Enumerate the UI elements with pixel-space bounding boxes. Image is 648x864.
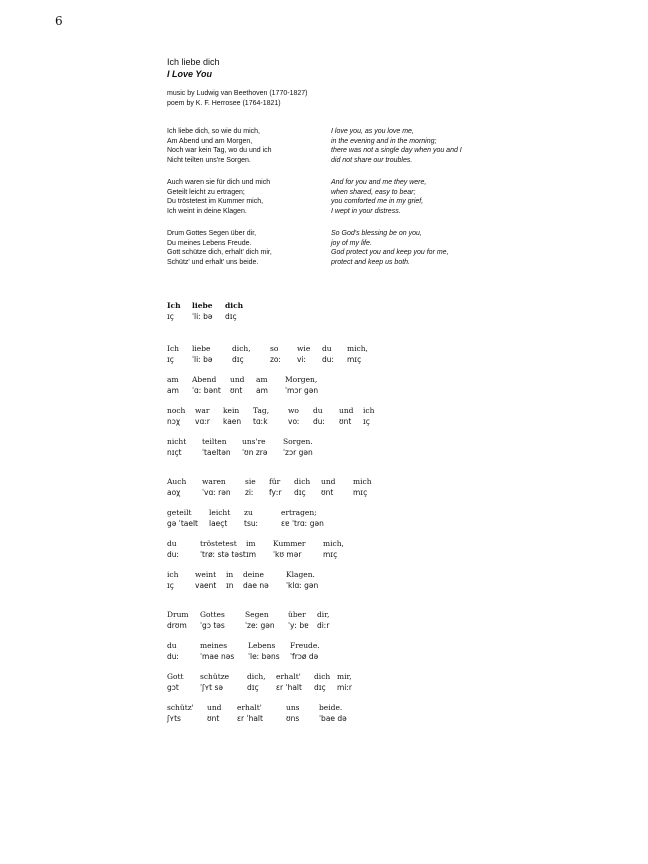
german-word-row	[167, 672, 497, 683]
poem-line: So God's blessing be on you,	[331, 230, 422, 237]
ipa-word: nɔχ	[167, 417, 181, 426]
ipa-word: zoː	[270, 355, 282, 364]
german-word: schütze	[200, 672, 230, 681]
ipa-word: gɔt	[167, 683, 179, 692]
german-word: du	[167, 539, 177, 548]
german-word-row	[167, 641, 497, 652]
poem-line: Schütz' und erhalt' uns beide.	[167, 258, 259, 266]
ipa-word: dɪç	[232, 355, 244, 364]
german-word: beide.	[319, 703, 343, 712]
german-word: in	[226, 570, 234, 579]
german-word: uns're	[242, 437, 266, 446]
german-word: weint	[195, 570, 217, 579]
german-word: teilten	[202, 437, 227, 446]
ipa-word: laeçt	[209, 519, 228, 528]
ipa-word: duː	[313, 417, 326, 426]
ipa-word: ɛɐ ˈtrɑː gən	[281, 519, 324, 528]
poem-german	[167, 127, 327, 280]
german-word: dich	[294, 477, 311, 486]
german-word: dir,	[317, 610, 330, 619]
ipa-word: ˈzeː gən	[245, 621, 275, 630]
poem-line: did not share our troubles.	[331, 156, 413, 164]
german-word: Lebens	[248, 641, 276, 650]
ipa-row	[167, 621, 497, 632]
ipa-word: mɪç	[323, 550, 338, 559]
ipa-word: ɪm	[246, 550, 257, 559]
poem-line: Geteilt leicht zu ertragen;	[167, 188, 245, 196]
ipa-word: am	[256, 386, 268, 395]
german-word: waren	[202, 477, 226, 486]
ipa-word: ziː	[245, 488, 254, 497]
german-word: und	[321, 477, 336, 486]
german-word: mir,	[337, 672, 352, 681]
poem-line: I love you, as you love me,	[331, 128, 414, 135]
transliteration-line-13	[167, 703, 497, 725]
stanza-english-2	[331, 178, 501, 216]
german-word: Segen	[245, 610, 269, 619]
german-word: sie	[245, 477, 256, 486]
poem-line: And for you and me they were,	[331, 179, 427, 186]
german-word: schütz'	[167, 703, 194, 712]
poem-line: Du meines Lebens Freude.	[167, 239, 252, 247]
german-word: zu	[244, 508, 253, 517]
transliteration-line-6	[167, 477, 497, 499]
ipa-row	[167, 683, 497, 694]
german-word: Gottes	[200, 610, 225, 619]
ipa-word: dɪç	[225, 312, 237, 321]
german-word: deine	[243, 570, 264, 579]
poem-line: Nicht teilten uns're Sorgen.	[167, 156, 251, 164]
ipa-word: ɪn	[226, 581, 234, 590]
german-word: erhalt'	[276, 672, 301, 681]
german-word: erhalt'	[237, 703, 262, 712]
german-word: meines	[200, 641, 228, 650]
german-word: und	[230, 375, 245, 384]
ipa-row	[167, 519, 497, 530]
poem-line: protect and keep us both.	[331, 258, 410, 266]
ipa-word: ʊnt	[339, 417, 352, 426]
german-word: mich,	[323, 539, 344, 548]
ipa-word: ɛr ˈhalt	[237, 714, 263, 723]
ipa-word: ʊnt	[207, 714, 220, 723]
ipa-word: ˈvɑː rən	[202, 488, 231, 497]
ipa-word: ˈʊn zrə	[242, 448, 268, 457]
german-word: liebe	[192, 344, 211, 353]
ipa-word: dae nə	[243, 581, 269, 590]
transliteration-line-11	[167, 641, 497, 663]
german-word: kein	[223, 406, 240, 415]
poem-line: I wept in your distress.	[331, 207, 401, 215]
german-word: ich	[363, 406, 375, 415]
german-word: du	[322, 344, 332, 353]
ipa-word: ˈklɑː gən	[286, 581, 319, 590]
german-word-row	[167, 703, 497, 714]
ipa-word: ˈɑː bənt	[192, 386, 221, 395]
poem-english	[331, 127, 501, 280]
ipa-row	[167, 417, 497, 428]
german-word: du	[167, 641, 177, 650]
german-word: Drum	[167, 610, 189, 619]
ipa-word: ˈʃʏt sə	[200, 683, 224, 692]
ipa-word: ˈliː bə	[192, 355, 213, 364]
ipa-word: dɪç	[294, 488, 306, 497]
ipa-word: tsuː	[244, 519, 259, 528]
ipa-word: ˈgɔ təs	[200, 621, 225, 630]
ipa-row	[167, 714, 497, 725]
stanza-english-3	[331, 229, 501, 267]
german-word: dich,	[232, 344, 251, 353]
credit-music: music by Ludwig van Beethoven (1770-1827)	[167, 90, 308, 97]
german-word-row	[167, 344, 497, 355]
ipa-word: ɪç	[167, 312, 174, 321]
german-word: liebe	[192, 301, 213, 310]
german-word-row	[167, 610, 497, 621]
ipa-word: drʊm	[167, 621, 187, 630]
ipa-word: vɑːr	[195, 417, 210, 426]
ipa-word: nɪçt	[167, 448, 182, 457]
ipa-word: ɪç	[167, 581, 174, 590]
ipa-word: ʊns	[286, 714, 300, 723]
ipa-word: am	[167, 386, 179, 395]
german-word: und	[207, 703, 222, 712]
ipa-row	[167, 652, 497, 663]
ipa-word: duː	[167, 652, 180, 661]
transliteration-line-12	[167, 672, 497, 694]
ipa-row	[167, 448, 497, 459]
german-word-row	[167, 301, 497, 312]
german-word: Freude.	[290, 641, 320, 650]
german-word: am	[256, 375, 268, 384]
german-word: ertragen;	[281, 508, 317, 517]
german-word: im	[246, 539, 256, 548]
ipa-word: ˈliː bə	[192, 312, 213, 321]
song-title-block	[167, 56, 220, 80]
german-word: ich	[167, 570, 179, 579]
poem-line: God protect you and keep you for me,	[331, 249, 449, 256]
stanza-german-3	[167, 229, 327, 267]
german-word-row	[167, 539, 497, 550]
ipa-word: fyːr	[269, 488, 282, 497]
poem-line: Drum Gottes Segen über dir,	[167, 230, 257, 237]
ipa-word: duː	[167, 550, 180, 559]
ipa-word: kaen	[223, 417, 242, 426]
german-word: Abend	[192, 375, 217, 384]
ipa-word: dɪç	[247, 683, 259, 692]
german-word: über	[288, 610, 306, 619]
poem-line: Gott schütze dich, erhalt' dich mir,	[167, 249, 272, 256]
poem-line: Am Abend und am Morgen,	[167, 137, 253, 145]
stanza-german-2	[167, 178, 327, 216]
german-word: Auch	[167, 477, 187, 486]
poem-line: when shared, easy to bear;	[331, 188, 416, 196]
german-word: Ich	[167, 344, 179, 353]
ipa-word: ˈmɔr gən	[285, 386, 319, 395]
poem-line: Noch war kein Tag, wo du und ich	[167, 147, 272, 154]
ipa-word: ˈleː bəns	[248, 652, 280, 661]
ipa-row	[167, 386, 497, 397]
ipa-word: ˈbae də	[319, 714, 347, 723]
german-word: nicht	[167, 437, 187, 446]
transliteration-line-7	[167, 508, 497, 530]
ipa-word: ɪç	[363, 417, 370, 426]
german-word: du	[313, 406, 323, 415]
german-word: noch	[167, 406, 186, 415]
ipa-word: mɪç	[353, 488, 368, 497]
german-word: am	[167, 375, 179, 384]
ipa-word: ˈkʊ mər	[273, 550, 302, 559]
ipa-row	[167, 355, 497, 366]
german-word: wo	[288, 406, 299, 415]
credits	[167, 89, 307, 108]
ipa-word: dɪç	[314, 683, 326, 692]
ipa-word: ˈzɔr gən	[283, 448, 313, 457]
ipa-word: ˈtrøː stə təst	[200, 550, 246, 559]
german-word: Morgen,	[285, 375, 318, 384]
german-word: mich,	[347, 344, 368, 353]
german-word: Klagen.	[286, 570, 315, 579]
german-word-row	[167, 508, 497, 519]
page-number: 6	[55, 14, 63, 28]
german-word: Ich	[167, 301, 181, 310]
transliteration-line-5	[167, 437, 497, 459]
ipa-word: diːr	[317, 621, 330, 630]
credit-poem: poem by K. F. Herrosee (1764-1821)	[167, 99, 281, 107]
german-word: Sorgen.	[283, 437, 313, 446]
poem-line: Ich weint in deine Klagen.	[167, 207, 247, 215]
ipa-word: miːr	[337, 683, 352, 692]
german-word-row	[167, 437, 497, 448]
transliteration-line-10	[167, 610, 497, 632]
stanza-german-1	[167, 127, 327, 165]
ipa-word: gə ˈtaelt	[167, 519, 198, 528]
german-word: dich	[225, 301, 244, 310]
german-word: und	[339, 406, 354, 415]
poem-line: you comforted me in my grief,	[331, 198, 424, 205]
german-word: war	[195, 406, 210, 415]
song-title-english: I Love You	[167, 69, 213, 79]
song-title-german: Ich liebe dich	[167, 57, 220, 67]
ipa-word: ˈmae nəs	[200, 652, 235, 661]
poem-line: Auch waren sie für dich und mich	[167, 179, 271, 186]
poem-line: joy of my life.	[331, 239, 372, 247]
transliteration-line-2	[167, 344, 497, 366]
german-word: mich	[353, 477, 372, 486]
ipa-word: ʊnt	[230, 386, 243, 395]
ipa-word: vaent	[195, 581, 217, 590]
poem-line: Ich liebe dich, so wie du mich,	[167, 128, 260, 135]
ipa-word: tɑːk	[253, 417, 268, 426]
german-word: geteilt	[167, 508, 192, 517]
german-word: Gott	[167, 672, 184, 681]
poem-line: Du tröstetest im Kummer mich,	[167, 198, 264, 205]
german-word: Tag,	[253, 406, 270, 415]
transliteration-line-3	[167, 375, 497, 397]
ipa-word: ˈfrɔø də	[290, 652, 319, 661]
transliteration-line-8	[167, 539, 497, 561]
transliteration-line-1	[167, 301, 497, 323]
ipa-word: ɪç	[167, 355, 174, 364]
ipa-word: ˈtaeltən	[202, 448, 231, 457]
ipa-word: viː	[297, 355, 307, 364]
german-word: tröstetest	[200, 539, 237, 548]
german-word-row	[167, 375, 497, 386]
ipa-word: mɪç	[347, 355, 362, 364]
german-word: für	[269, 477, 281, 486]
transliteration-line-9	[167, 570, 497, 592]
german-word-row	[167, 406, 497, 417]
transliteration-line-4	[167, 406, 497, 428]
ipa-word: ʃʏts	[167, 714, 181, 723]
poem-line: there was not a single day when you and I	[331, 147, 462, 154]
ipa-row	[167, 550, 497, 561]
german-word-row	[167, 477, 497, 488]
ipa-word: ˈyː bɐ	[288, 621, 309, 630]
ipa-row	[167, 312, 497, 323]
ipa-word: voː	[288, 417, 300, 426]
poem-line: in the evening and in the morning;	[331, 137, 437, 145]
german-word-row	[167, 570, 497, 581]
ipa-word: aoχ	[167, 488, 181, 497]
german-word: dich,	[247, 672, 266, 681]
german-word: wie	[297, 344, 311, 353]
german-word: Kummer	[273, 539, 306, 548]
ipa-word: ʊnt	[321, 488, 334, 497]
german-word: uns	[286, 703, 300, 712]
german-word: dich	[314, 672, 331, 681]
stanza-english-1	[331, 127, 501, 165]
ipa-word: duː	[322, 355, 335, 364]
german-word: so	[270, 344, 279, 353]
ipa-word: ɛr ˈhalt	[276, 683, 302, 692]
german-word: leicht	[209, 508, 231, 517]
ipa-row	[167, 488, 497, 499]
ipa-row	[167, 581, 497, 592]
